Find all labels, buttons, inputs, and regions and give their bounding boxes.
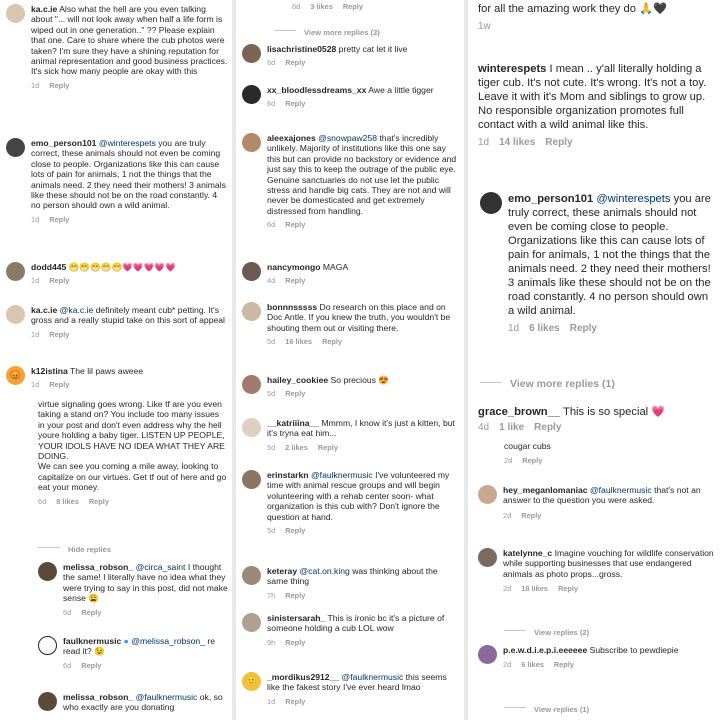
comment [242, 262, 460, 285]
comment [242, 302, 460, 346]
comment-text: Do research on this place and on Doc Antle. If you knew the truth, you wouldn't be shouting them out or visiting there. [267, 302, 451, 333]
likes-count[interactable]: 1 like [499, 422, 525, 433]
timestamp: 7h [267, 590, 276, 600]
view-more-replies-label: View more replies (2) [304, 28, 380, 37]
avatar[interactable] [38, 636, 57, 655]
divider-line [38, 547, 60, 548]
timestamp: 1d [31, 80, 40, 90]
avatar[interactable] [478, 645, 497, 664]
view-more-replies[interactable] [274, 22, 460, 40]
avatar[interactable] [242, 44, 261, 63]
avatar[interactable] [242, 613, 261, 632]
reply-button[interactable]: Reply [545, 137, 573, 148]
avatar[interactable] [242, 566, 261, 585]
timestamp: 6d [63, 660, 72, 670]
username[interactable]: emo_person101 [31, 138, 97, 148]
reply-comment [38, 692, 228, 713]
username[interactable]: emo_person101 [508, 193, 594, 205]
reply-button[interactable]: Reply [534, 422, 562, 433]
comment-text: this seems like the fakest story I've ever heard lmao [267, 672, 447, 693]
username[interactable]: _mordikus2912__ [267, 672, 340, 682]
comment [478, 548, 716, 593]
timestamp: 1d [31, 380, 40, 390]
timestamp: 4d [267, 276, 276, 286]
mention-link[interactable]: @ka.c.ie [59, 305, 94, 315]
timestamp: 1d [31, 276, 40, 286]
reply-button[interactable]: Reply [285, 220, 306, 230]
mention-link[interactable]: @circa_saint [135, 562, 186, 572]
comment-meta [292, 2, 460, 11]
likes-count[interactable]: 14 likes [499, 137, 536, 148]
mention-link[interactable]: @faulknermusic [589, 485, 652, 495]
hide-replies-label: Hide replies [68, 545, 112, 554]
avatar[interactable] [480, 192, 502, 214]
mention-link[interactable]: @winterespets [596, 193, 671, 205]
comment [6, 305, 228, 339]
timestamp: 1d [31, 214, 40, 224]
timestamp: 2d [503, 510, 512, 520]
likes-count[interactable]: 3 likes [310, 2, 333, 11]
reply-comment [38, 636, 228, 670]
username[interactable]: katelynne_c [503, 548, 553, 558]
comment [480, 192, 716, 334]
reply-button[interactable]: Reply [553, 660, 574, 670]
screenshot-column-2 [236, 0, 464, 720]
timestamp: 6d [38, 496, 47, 506]
emoji: 😍 [378, 375, 390, 385]
timestamp: 6d [292, 2, 301, 11]
avatar[interactable] [242, 470, 261, 489]
username[interactable]: dodd445 [31, 262, 67, 272]
view-replies[interactable] [504, 699, 716, 717]
comment [242, 375, 460, 398]
username[interactable]: __katriiina__ [267, 418, 320, 428]
view-replies-label: View replies (1) [534, 705, 590, 714]
divider-line [274, 30, 296, 31]
timestamp: 6d [267, 58, 276, 68]
comment-text: Mmmm, I know it's just a kitten, but it's tryna eat him... [267, 418, 455, 439]
avatar[interactable] [478, 548, 497, 567]
screenshot-column-1 [0, 0, 232, 720]
avatar[interactable] [242, 133, 261, 152]
timestamp: 2d [503, 584, 512, 594]
comment-text: I thought the same! I literally have no idea what they were trying to say in this post, did not make sense [63, 562, 228, 604]
view-replies-label: View replies (2) [534, 628, 590, 637]
username[interactable]: aleexajones [267, 133, 316, 143]
likes-count[interactable]: 18 likes [521, 584, 548, 594]
comment-text: pretty cat let it live [338, 44, 408, 54]
reply-button[interactable]: Reply [285, 637, 306, 647]
likes-count[interactable]: 2 likes [285, 442, 308, 452]
angry-emoji-avatar[interactable]: 😡 [6, 366, 25, 385]
emoji: 😩 [88, 593, 100, 604]
username[interactable]: ka.c.ie [31, 4, 58, 14]
view-more-replies[interactable] [480, 374, 716, 392]
mention-link[interactable]: @melissa_robson_ [131, 636, 205, 646]
comment-text: Subscribe to pewdiepie [589, 645, 679, 655]
comment [478, 645, 716, 669]
comment-text: I mean .. y'all literally holding a tiger cub. It's not cute. It's wrong. It's not a toy. Leave it with it's Mom and siblings to grow up. No responsible organization promotes full contact with a wild animal like this. [478, 63, 707, 131]
likes-count[interactable]: 6 likes [521, 660, 544, 670]
timestamp: 1d [31, 329, 40, 339]
comment [6, 262, 228, 285]
username[interactable]: hey_meganlomaniac [503, 485, 588, 495]
comment-text: I've volunteered my time with animal rescue groups and will begin volunteering with a rehab center soon- what organization is this cub with? Don't ignore the question at hand. [267, 470, 450, 522]
reply-button[interactable]: Reply [285, 276, 306, 286]
username[interactable]: sinistersarah_ [267, 613, 326, 623]
emoji: 💗 [651, 406, 666, 418]
username[interactable]: ka.c.ie [31, 305, 58, 315]
comment-text: definitely meant cub* petting. It's gross and a really stupid take on this sort of appeal [31, 305, 225, 326]
hide-replies-toggle[interactable] [38, 539, 228, 557]
username[interactable]: nancymongo [267, 262, 321, 272]
comment-text: ok, so who exactly are you donating [63, 692, 223, 713]
comment-text: Also what the hell are you even talking about "... will not look away when half a life form is wiped out in one generation.." ?? Please explain that one. Care to share where the cub photos were taken? I'm sure they have a shining reputation for animal representation and good business practices. It's sick how many people are okay with this [31, 4, 228, 77]
avatar[interactable] [38, 562, 57, 581]
comment [6, 138, 228, 224]
view-more-replies-label: View more replies (1) [510, 378, 615, 390]
divider-line [504, 707, 526, 708]
avatar[interactable] [242, 418, 261, 437]
divider-line [480, 382, 502, 383]
timestamp: 9h [267, 637, 276, 647]
avatar[interactable] [6, 4, 25, 23]
username[interactable]: xx_bloodlessdreams_xx [267, 85, 367, 95]
comment-text: This is ironic bc it's a picture of someone holding a cub LOL wow [267, 613, 445, 634]
avatar[interactable] [6, 262, 25, 281]
timestamp: 5d [267, 442, 276, 452]
timestamp: 5d [267, 337, 276, 347]
comment [242, 470, 460, 535]
reply-button[interactable]: Reply [285, 590, 306, 600]
avatar[interactable] [242, 85, 261, 104]
comment-text: was thinking about the same thing [267, 566, 438, 587]
mention-link[interactable]: @snowpaw258 [318, 133, 378, 143]
divider-line [504, 630, 526, 631]
comment-text: Imagine vouching for wildlife conservation while supporting businesses that use endangered animals as photo props...gross. [503, 548, 714, 579]
likes-count[interactable]: 16 likes [285, 337, 312, 347]
comment [478, 485, 716, 520]
reply-button[interactable]: Reply [88, 496, 109, 506]
reply-button[interactable]: Reply [521, 510, 542, 520]
comment [478, 62, 716, 148]
username[interactable]: grace_brown__ [478, 406, 561, 418]
reply-button[interactable]: Reply [49, 214, 70, 224]
reply-button[interactable]: Reply [49, 329, 70, 339]
timestamp: 5d [267, 526, 276, 536]
view-replies[interactable] [504, 622, 716, 640]
timestamp: 1d [267, 696, 276, 706]
avatar[interactable] [478, 485, 497, 504]
comment [242, 672, 460, 706]
comment-text: cougar cubs [504, 441, 551, 451]
username[interactable]: keteray [267, 566, 298, 576]
comment [242, 613, 460, 647]
username[interactable]: melissa_robson_ [63, 562, 134, 572]
reply-button[interactable]: Reply [317, 442, 338, 452]
comment [242, 85, 460, 108]
comment-tail [478, 2, 716, 32]
username[interactable]: lisachristine0528 [267, 44, 337, 54]
comment-text: The lil paws aweee [70, 366, 144, 376]
username[interactable]: melissa_robson_ [63, 692, 134, 702]
reply-button[interactable]: Reply [569, 323, 597, 334]
comment [242, 418, 460, 452]
comment [242, 44, 460, 67]
reply-comment [38, 562, 228, 617]
comment [242, 133, 460, 229]
timestamp: 2d [504, 456, 513, 466]
screenshot-column-3 [468, 0, 720, 720]
timestamp: 1w [478, 21, 491, 32]
timestamp: 6d [267, 99, 276, 109]
timestamp: 2d [503, 660, 512, 670]
comment-text: you are truly correct, these animals should not even be coming close to people. Organizations like this can cause lots of pain for animals, 1 not the things that the animals need. 2 they need their mothers! 3 animals like these should not be on the road constantly. 4 no person should own a wild animal. [508, 193, 711, 317]
username[interactable]: p.e.w.d.i.e.p.i.eeeeee [503, 645, 588, 655]
timestamp: 1d [508, 323, 520, 334]
reply-button[interactable]: Reply [81, 607, 102, 617]
avatar[interactable] [38, 692, 57, 711]
comment-text: This is so special [562, 406, 649, 418]
username[interactable]: winterespets [478, 63, 547, 75]
timestamp: 5d [267, 389, 276, 399]
comment-text: that's not an answer to the question you were asked. [503, 485, 701, 506]
comment [242, 566, 460, 600]
username[interactable]: bonnnsssss [267, 302, 318, 312]
avatar[interactable] [242, 262, 261, 281]
comment-text: Awe a little tigger [368, 85, 434, 95]
timestamp: 1d [478, 137, 490, 148]
mention-link[interactable]: @cat.on.king [299, 566, 350, 576]
reply-button[interactable]: Reply [285, 696, 306, 706]
mention-link[interactable]: @faulknermusic [135, 692, 198, 702]
reply-button[interactable]: Reply [342, 2, 363, 11]
likes-count[interactable]: 6 likes [529, 323, 560, 334]
reply-button[interactable]: Reply [557, 584, 579, 594]
timestamp: 6d [267, 220, 276, 230]
timestamp: 6d [63, 607, 72, 617]
avatar[interactable] [6, 138, 25, 157]
reply-button[interactable]: Reply [49, 380, 70, 390]
comment-text: So precious [330, 375, 376, 385]
reply-button[interactable]: Reply [285, 99, 306, 109]
reply-button[interactable]: Reply [49, 80, 70, 90]
likes-count[interactable]: 8 likes [56, 496, 79, 506]
comment-text: MAGA [322, 262, 349, 272]
timestamp: 4d [478, 422, 490, 433]
comment-text: re read it? [63, 636, 216, 657]
emoji-avatar[interactable]: 🙂 [242, 672, 261, 691]
reply-button[interactable]: Reply [81, 660, 102, 670]
verified-badge-icon: ● [123, 636, 129, 646]
avatar[interactable] [242, 302, 261, 321]
comment [6, 366, 228, 389]
comment [6, 4, 228, 90]
comment-text: you are truly correct, these animals should not even be coming close to people. Organizations like this can cause lots of pain for animals, 1 not the things that the animals need. 2 they need their mothers! 3 animals like these should not be on the road constantly. 4 no person should own a wild animal. [31, 138, 226, 211]
username[interactable]: faulknermusic [63, 636, 122, 646]
emoji-text: 😁😁😁😁😁💗💗💗💗💗 [68, 262, 176, 272]
username[interactable]: k12istina [31, 366, 68, 376]
comment [478, 405, 716, 433]
comment [38, 399, 228, 506]
comment-text: that's incredibly unlikely. Majority of institutions like this one say this but can provide no backstory or evidence and just say this to keep the outrage of the public eye. Genuine sanctuaries do not use let the public stress and handle big cats. They are not and will never be domesticated and get extremely distressed from handling. [267, 133, 457, 216]
avatar[interactable] [242, 375, 261, 394]
reply-button[interactable]: Reply [321, 337, 343, 347]
reply-button[interactable]: Reply [49, 276, 70, 286]
reply-button[interactable]: Reply [285, 526, 306, 536]
username[interactable]: erinstarkn [267, 470, 309, 480]
reply-button[interactable]: Reply [522, 456, 543, 466]
comment-text: virtue signaling goes wrong. Like tf are you even taking a stand on? You include too many issues in your post and don't even address why the hell youre holding a baby tiger. LISTEN UP PEOPLE, YOUR IDOLS HAVE NO IDEA WHAT THEY ARE DOING. We can see you coming a mile away, looking to capitalize on our virtues. Get tf out of here and go eat your money. [38, 399, 227, 493]
mention-link[interactable]: @faulknermusic [310, 470, 373, 480]
reply-button[interactable]: Reply [285, 389, 306, 399]
mention-link[interactable]: @winterespets [98, 138, 156, 148]
avatar[interactable] [6, 305, 25, 324]
username[interactable]: hailey_cookiee [267, 375, 329, 385]
comment-tail [504, 441, 716, 465]
emoji: 😉 [94, 646, 105, 657]
mention-link[interactable]: @faulknermusic [341, 672, 404, 682]
reply-button[interactable]: Reply [285, 58, 306, 68]
comment-text: for all the amazing work they do 🙏🖤 [478, 3, 667, 15]
